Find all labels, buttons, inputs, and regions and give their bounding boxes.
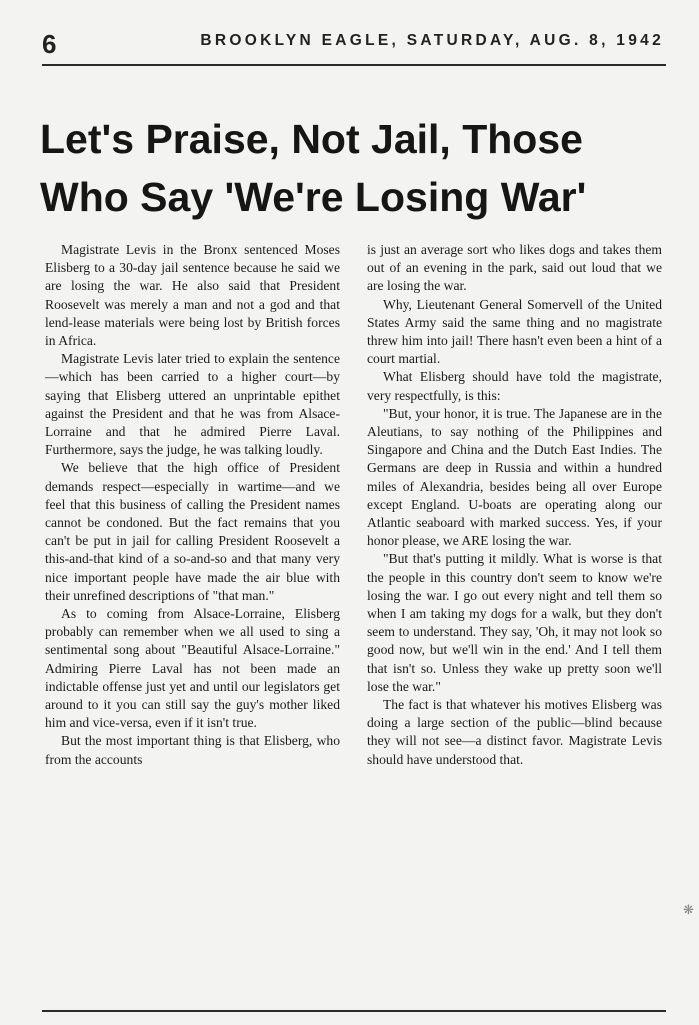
paragraph: "But, your honor, it is true. The Japanese are in the Aleutians, to say nothing of the Philippines and Singapore and China and the Dutch East Indies. The Germans are deep in Russia and within a hundred miles of Alexandria, besides being all over Europe except England. U-boats are operating along our Atlantic seaboard with marked success. Yes, if your honor please, we ARE losing the war. <box>367 405 662 549</box>
masthead <box>42 28 664 60</box>
paragraph: But the most important thing is that Elisberg, who from the accounts <box>45 733 340 767</box>
paragraph: Magistrate Levis later tried to explain the sentence—which has been carried to a higher court—by saying that Elisberg uttered an unprintable epithet against the President and that he was from Alsace-Lorraine and that he admired Pierre Laval. Furthermore, says the judge, he was talking loudly. <box>45 351 340 458</box>
scan-blemish-icon: ❋ <box>683 903 694 918</box>
paragraph: We believe that the high office of President demands respect—especially in wartime—and we feel that this business of calling the President names cannot be condoned. But the fact remains that you can't be put in jail for calling President Roosevelt a this-and-that kind of a so-and-so and that many very nice important people have made the air blue with their unrefined descriptions of "that man." <box>45 460 340 603</box>
page-number: 6 <box>42 29 57 59</box>
paragraph: Magistrate Levis in the Bronx sentenced Moses Elisberg to a 30-day jail sentence because he said we are losing the war. He also said that President Roosevelt was merely a man and not a god and that lend-lease materials were being lost by British forces in Africa. <box>45 242 340 349</box>
headline-line-1: Let's Praise, Not Jail, Those <box>40 116 583 162</box>
paragraph: What Elisberg should have told the magistrate, very respectfully, is this: <box>367 369 662 403</box>
paragraph: Why, Lieutenant General Somervell of the United States Army said the same thing and no magistrate threw him into jail! There hasn't even been a hint of a court martial. <box>367 296 662 367</box>
top-rule <box>42 64 666 66</box>
dateline: BROOKLYN EAGLE, SATURDAY, AUG. 8, 1942 <box>200 32 664 49</box>
headline-line-2: Who Say 'We're Losing War' <box>40 174 587 220</box>
paragraph: "But that's putting it mildly. What is worse is that the people in this country don't seem to know we're losing the war. I go out every night and tell them so when I am taking my dogs for a walk, but they don't seem to understand. They say, 'Oh, it may not look so good now, but we'll win in the end.' And I tell them that isn't so. Unless they wake up pretty soon we'll lose the war." <box>367 551 662 694</box>
headline <box>40 110 670 226</box>
bottom-rule <box>42 1010 666 1012</box>
paragraph: As to coming from Alsace-Lorraine, Elisberg probably can remember when we all used to sing a sentimental song about "Beautiful Alsace-Lorraine." Admiring Pierre Laval has not been made an indictable offense just yet and until our legislators get around to it you can still say the guy's mother liked him and vice-versa, even if it isn't true. <box>45 606 340 731</box>
paragraph: The fact is that whatever his motives Elisberg was doing a large section of the public—blind because they will not see—a distinct favor. Magistrate Levis should have understood that. <box>367 697 662 767</box>
paragraph: is just an average sort who likes dogs and takes them out of an evening in the park, said out loud that we are losing the war. <box>367 242 662 294</box>
article-column-right <box>367 241 662 769</box>
article-column-left <box>45 241 340 769</box>
